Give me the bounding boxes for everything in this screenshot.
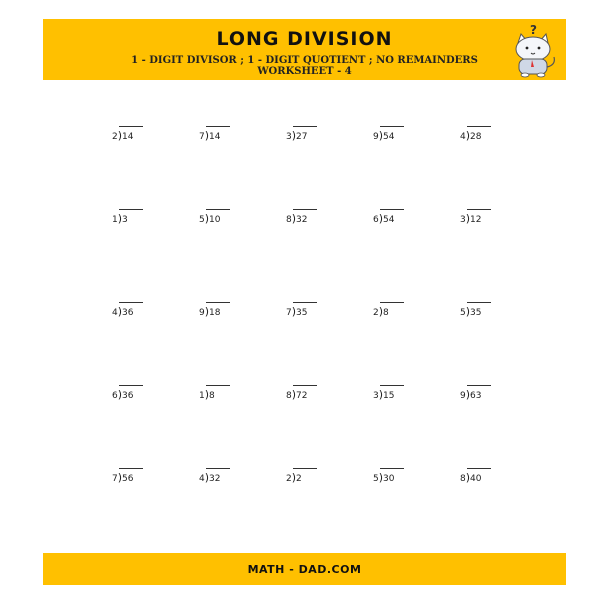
vinculum-line <box>206 302 230 303</box>
divisor: 9 <box>460 391 466 401</box>
dividend-value: 36 <box>122 308 134 318</box>
dividend <box>296 391 313 401</box>
divisor: 5 <box>460 308 466 318</box>
vinculum-line <box>206 126 230 127</box>
division-bracket: ) <box>117 129 123 142</box>
dividend-value: 12 <box>470 215 482 225</box>
divisor: 5 <box>373 474 379 484</box>
site-url: MATH - DAD.COM <box>247 563 362 576</box>
division-bracket: ) <box>465 212 471 225</box>
dividend-value: 32 <box>296 215 308 225</box>
dividend <box>383 132 400 142</box>
vinculum-line <box>119 302 143 303</box>
dividend <box>209 215 226 225</box>
division-problem <box>373 473 400 487</box>
dividend <box>122 391 139 401</box>
dividend <box>122 474 139 484</box>
vinculum-line <box>293 302 317 303</box>
division-bracket: ) <box>291 305 297 318</box>
dividend <box>470 132 487 142</box>
vinculum-line <box>119 468 143 469</box>
dividend-value: 32 <box>209 474 221 484</box>
dividend-value: 14 <box>209 132 221 142</box>
division-bracket: ) <box>204 212 210 225</box>
dividend-value: 3 <box>122 215 128 225</box>
vinculum-line <box>293 468 317 469</box>
dividend <box>296 132 313 142</box>
vinculum-line <box>380 302 404 303</box>
dividend-value: 18 <box>209 308 221 318</box>
divisor: 6 <box>112 391 118 401</box>
dividend <box>209 391 221 401</box>
division-bracket: ) <box>291 471 297 484</box>
division-problem <box>112 473 139 487</box>
dividend-value: 63 <box>470 391 482 401</box>
division-bracket: ) <box>117 388 123 401</box>
division-bracket: ) <box>291 388 297 401</box>
division-problem <box>286 214 313 228</box>
dividend <box>122 215 134 225</box>
divisor: 6 <box>373 215 379 225</box>
page-title: LONG DIVISION <box>216 28 393 50</box>
dividend-value: 2 <box>296 474 302 484</box>
dividend-value: 35 <box>296 308 308 318</box>
divisor: 5 <box>199 215 205 225</box>
vinculum-line <box>467 126 491 127</box>
division-bracket: ) <box>117 212 123 225</box>
subtitle-line-2: WORKSHEET - 4 <box>257 66 352 77</box>
dividend-value: 27 <box>296 132 308 142</box>
division-problem <box>199 307 226 321</box>
division-bracket: ) <box>378 129 384 142</box>
vinculum-line <box>467 302 491 303</box>
vinculum-line <box>119 385 143 386</box>
division-bracket: ) <box>204 471 210 484</box>
division-problem <box>373 131 400 145</box>
vinculum-line <box>119 126 143 127</box>
divisor: 7 <box>112 474 118 484</box>
division-problem <box>373 390 400 404</box>
dividend-value: 56 <box>122 474 134 484</box>
division-problem <box>373 214 400 228</box>
vinculum-line <box>206 468 230 469</box>
footer-banner <box>43 553 566 585</box>
vinculum-line <box>467 468 491 469</box>
division-bracket: ) <box>378 471 384 484</box>
division-problem <box>199 131 226 145</box>
division-problem <box>112 307 139 321</box>
division-bracket: ) <box>204 305 210 318</box>
division-bracket: ) <box>465 305 471 318</box>
division-problem <box>286 307 313 321</box>
divisor: 8 <box>286 215 292 225</box>
divisor: 2 <box>286 474 292 484</box>
divisor: 4 <box>199 474 205 484</box>
vinculum-line <box>119 209 143 210</box>
divisor: 9 <box>373 132 379 142</box>
division-problem <box>199 473 226 487</box>
dividend <box>122 308 139 318</box>
dividend-value: 14 <box>122 132 134 142</box>
vinculum-line <box>380 468 404 469</box>
vinculum-line <box>380 126 404 127</box>
vinculum-line <box>293 126 317 127</box>
divisor: 7 <box>199 132 205 142</box>
dividend-value: 72 <box>296 391 308 401</box>
dividend-value: 36 <box>122 391 134 401</box>
vinculum-line <box>380 209 404 210</box>
division-bracket: ) <box>465 471 471 484</box>
divisor: 3 <box>373 391 379 401</box>
division-problem <box>199 390 221 404</box>
dividend <box>296 215 313 225</box>
divisor: 9 <box>199 308 205 318</box>
divisor: 8 <box>286 391 292 401</box>
division-problem <box>373 307 395 321</box>
dividend-value: 28 <box>470 132 482 142</box>
vinculum-line <box>293 385 317 386</box>
divisor: 3 <box>460 215 466 225</box>
vinculum-line <box>380 385 404 386</box>
division-problem <box>112 214 134 228</box>
division-bracket: ) <box>117 471 123 484</box>
divisor: 2 <box>112 132 118 142</box>
division-bracket: ) <box>204 129 210 142</box>
vinculum-line <box>467 209 491 210</box>
division-bracket: ) <box>378 212 384 225</box>
dividend <box>122 132 139 142</box>
divisor: 2 <box>373 308 379 318</box>
divisor: 8 <box>460 474 466 484</box>
division-bracket: ) <box>117 305 123 318</box>
dividend <box>296 308 313 318</box>
division-problem <box>460 390 487 404</box>
dividend-value: 30 <box>383 474 395 484</box>
dividend-value: 15 <box>383 391 395 401</box>
division-bracket: ) <box>204 388 210 401</box>
divisor: 4 <box>112 308 118 318</box>
divisor: 1 <box>199 391 205 401</box>
dividend <box>209 308 226 318</box>
subtitle-line-1: 1 - DIGIT DIVISOR ; 1 - DIGIT QUOTIENT ; NO REMAINDERS <box>131 55 478 66</box>
vinculum-line <box>293 209 317 210</box>
divisor: 1 <box>112 215 118 225</box>
division-problem <box>460 214 487 228</box>
dividend <box>470 474 487 484</box>
division-bracket: ) <box>378 388 384 401</box>
svg-text:?: ? <box>530 23 537 37</box>
division-problem <box>286 390 313 404</box>
division-problem <box>112 390 139 404</box>
dividend-value: 10 <box>209 215 221 225</box>
divisor: 3 <box>286 132 292 142</box>
dividend-value: 40 <box>470 474 482 484</box>
divisor: 7 <box>286 308 292 318</box>
vinculum-line <box>467 385 491 386</box>
dividend-value: 8 <box>383 308 389 318</box>
dividend <box>383 215 400 225</box>
dividend-value: 54 <box>383 215 395 225</box>
vinculum-line <box>206 385 230 386</box>
dividend <box>209 132 226 142</box>
dividend-value: 35 <box>470 308 482 318</box>
division-bracket: ) <box>291 212 297 225</box>
divisor: 4 <box>460 132 466 142</box>
division-problem <box>460 307 487 321</box>
dividend <box>296 474 308 484</box>
division-bracket: ) <box>465 388 471 401</box>
division-problem <box>286 131 313 145</box>
division-problem <box>460 473 487 487</box>
dividend <box>383 391 400 401</box>
division-bracket: ) <box>378 305 384 318</box>
division-problem <box>199 214 226 228</box>
division-problem <box>460 131 487 145</box>
vinculum-line <box>206 209 230 210</box>
dividend <box>209 474 226 484</box>
dividend <box>383 474 400 484</box>
division-problem <box>112 131 139 145</box>
division-bracket: ) <box>291 129 297 142</box>
dividend <box>470 391 487 401</box>
dividend <box>470 215 487 225</box>
dividend-value: 8 <box>209 391 215 401</box>
dividend <box>470 308 487 318</box>
division-bracket: ) <box>465 129 471 142</box>
dividend-value: 54 <box>383 132 395 142</box>
division-problem <box>286 473 308 487</box>
dividend <box>383 308 395 318</box>
